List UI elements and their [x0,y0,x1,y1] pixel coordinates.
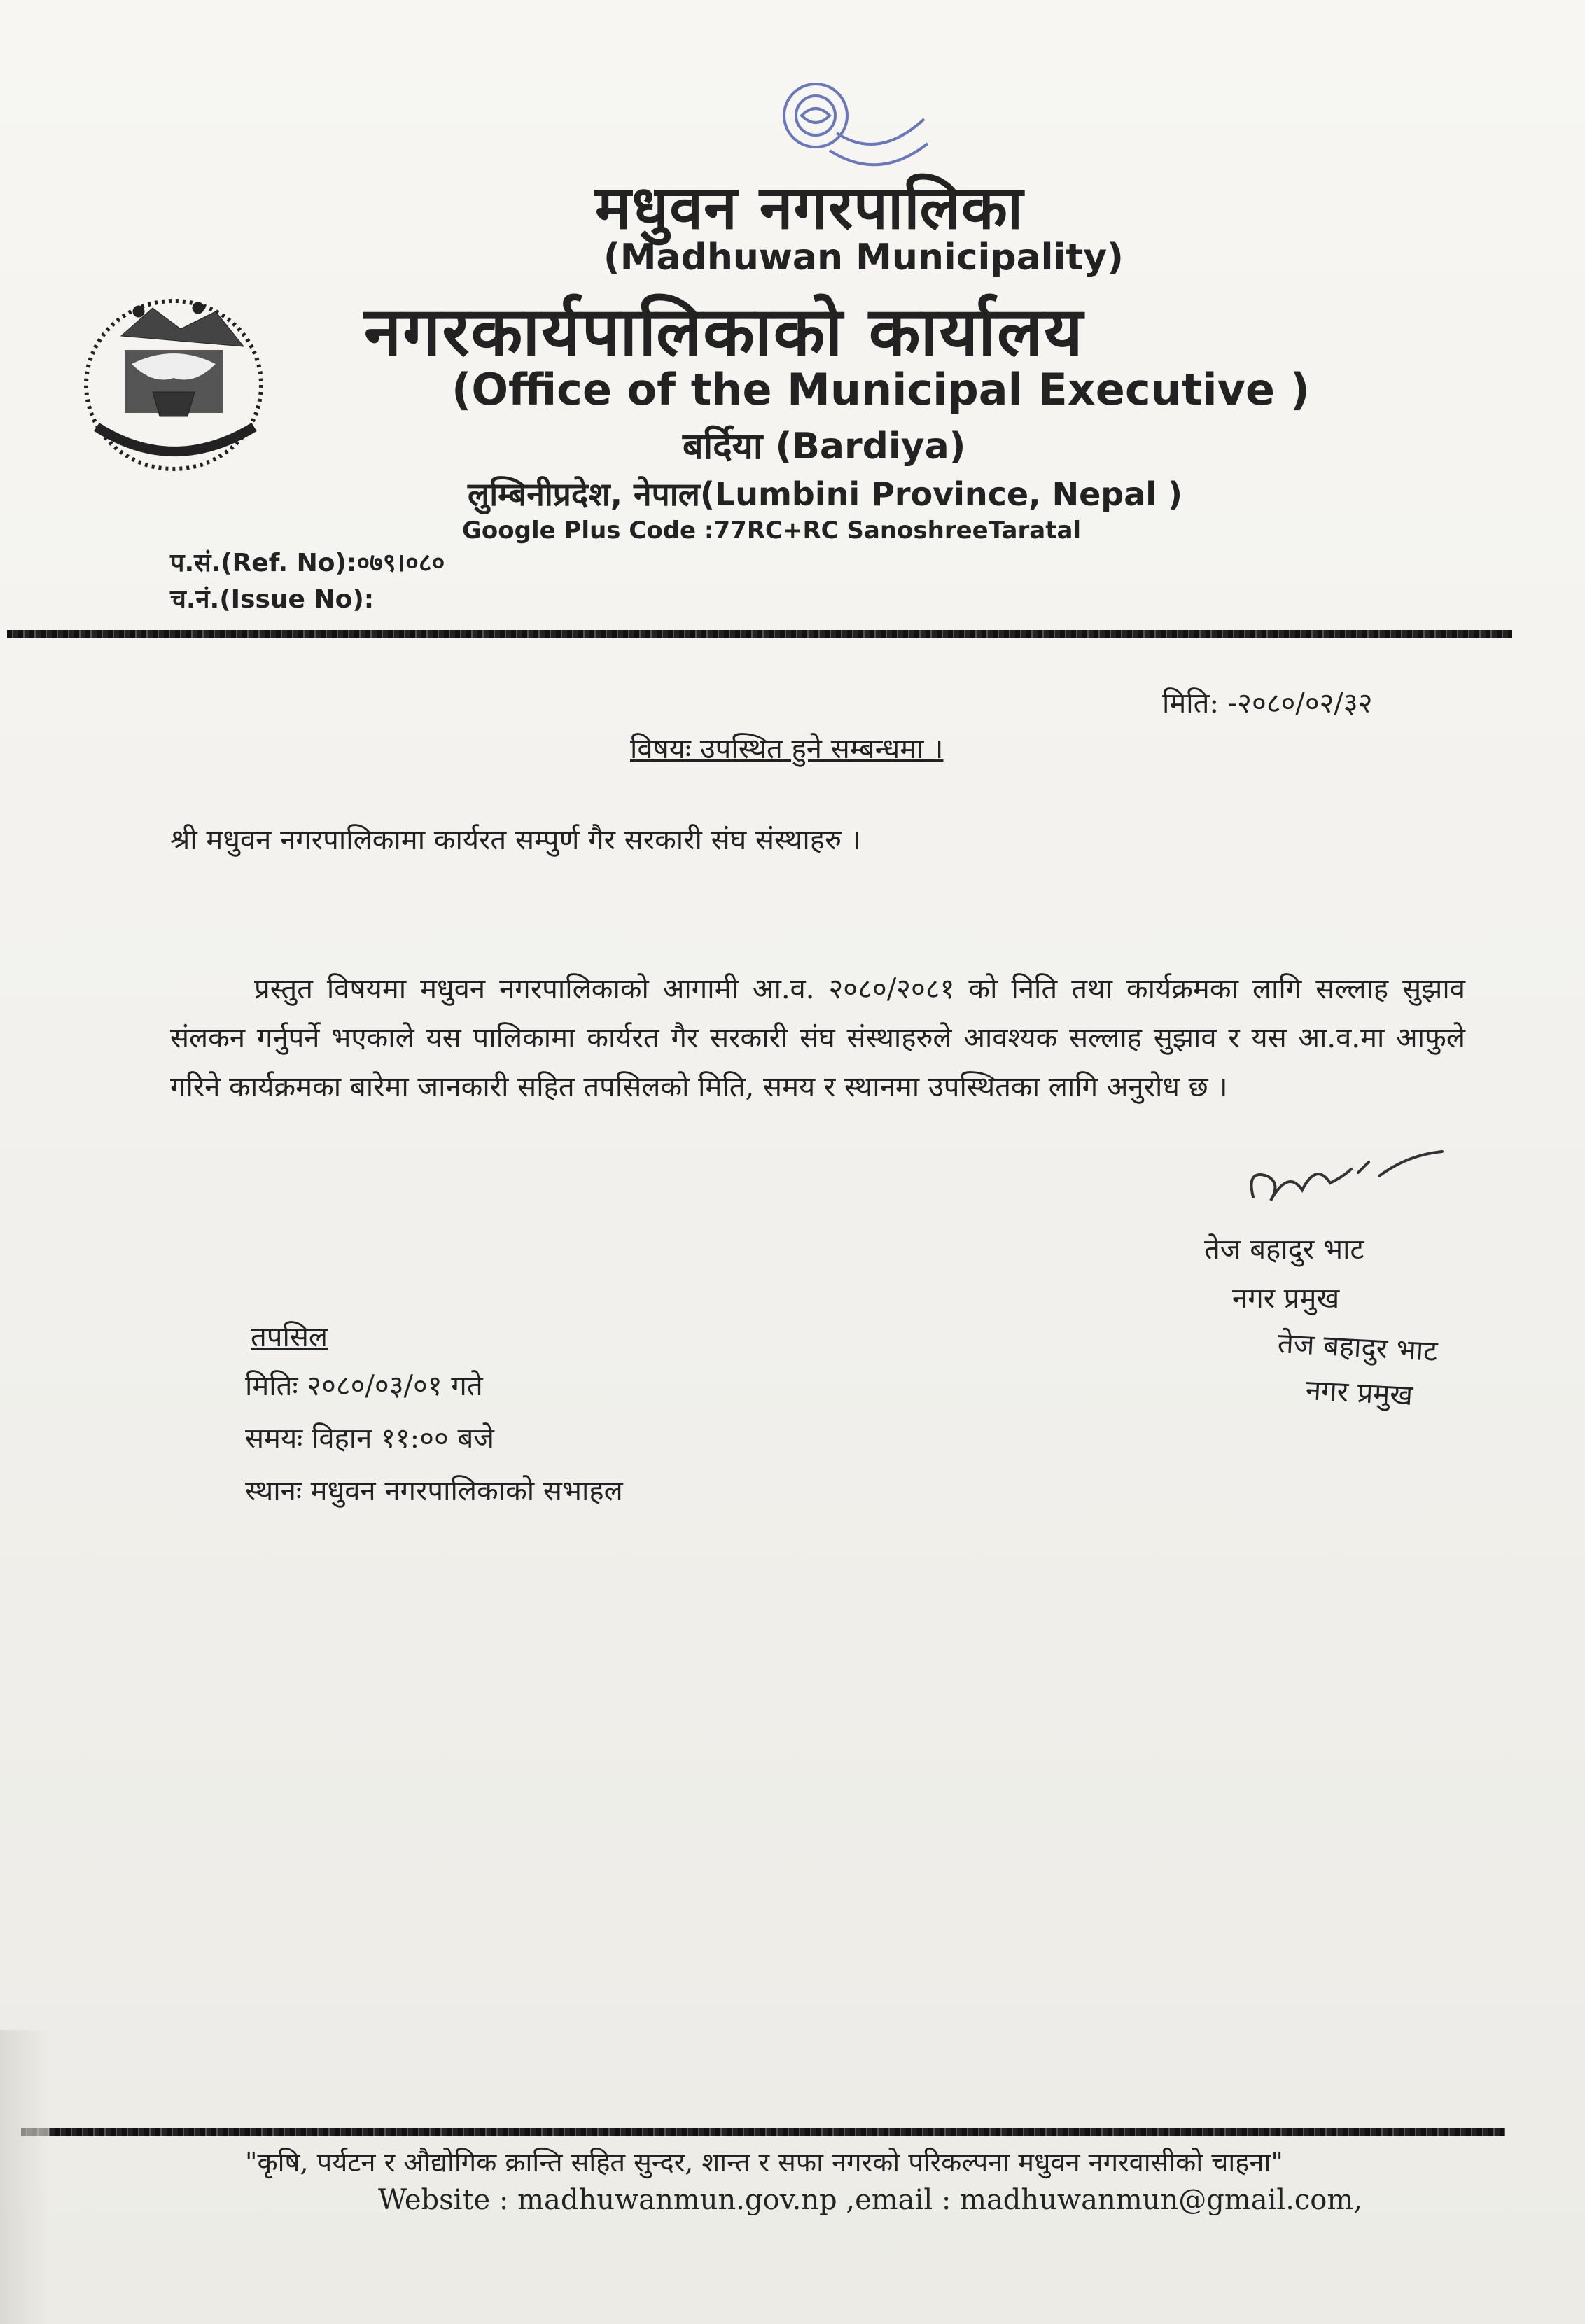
district-name: बर्दिया (Bardiya) [683,426,966,468]
issue-number: च.नं.(Issue No): [170,585,375,614]
org-name-english: (Madhuwan Municipality) [603,237,1124,279]
details-date: मितिः २०८०/०३/०१ गते [245,1370,483,1402]
footer-divider [21,2128,1505,2136]
footer-slogan: "कृषि, पर्यटन र औद्योगिक क्रान्ति सहित सुन्दर, शान्त र सफा नगरको परिकल्पना मधुवन नगरवासीको चाहना" [245,2147,1283,2178]
province-name: लुम्बिनीप्रदेश, नेपाल(Lumbini Province, Nepal ) [468,475,1183,513]
signatory-title: नगर प्रमुख [1232,1282,1340,1315]
details-heading: तपसिल [251,1321,328,1353]
letter-subject: विषयः उपस्थित हुने सम्बन्धमा । [630,733,944,765]
reference-number: प.सं.(Ref. No):०७९।०८० [170,549,445,578]
signatory-stamp-name: तेज बहादुर भाट [1276,1327,1439,1368]
details-place: स्थानः मधुवन नगरपालिकाको सभाहल [245,1475,623,1507]
letter-addressee: श्री मधुवन नगरपालिकामा कार्यरत सम्पुर्ण गैर सरकारी संघ संस्थाहरु । [170,824,861,856]
plus-code: Google Plus Code :77RC+RC SanoshreeTaratal [462,517,1082,545]
office-name-english: (Office of the Municipal Executive ) [452,364,1310,415]
nepal-emblem-icon [55,280,293,483]
header-divider [7,630,1512,638]
paper-edge-shadow [0,2030,49,2324]
letter-body: प्रस्तुत विषयमा मधुवन नगरपालिकाको आगामी आ.व. २०८०/२०८१ को निति तथा कार्यक्रमका लागि सल्लाह सुझाव संलकन गर्नुपर्ने भएकाले यस पालिकामा कार्यरत गैर सरकारी संघ संस्थाहरुले आवश्यक सल्लाह सुझाव र यस आ.व.मा आफुले गरिने कार्यक्रमका बारेमा जानकारी सहित तपसिलको मिति, समय र स्थानमा उपस्थितका लागि अनुरोध छ । [170,973,1465,1103]
details-time: समयः विहान ११:०० बजे [245,1422,494,1455]
handwritten-signature [1239,1141,1449,1218]
org-name-nepali: मधुवन नगरपालिका [595,172,1024,243]
signatory-name: तेज बहादुर भाट [1204,1233,1364,1266]
footer-contact: Website : madhuwanmun.gov.np ,email : madhuwanmun@gmail.com, [378,2184,1363,2216]
office-name-nepali: नगरकार्यपालिकाको कार्यालय [364,292,1084,371]
signatory-stamp-title: नगर प्रमुख [1304,1374,1414,1412]
letter-date: मिति: -२०८०/०२/३२ [1162,687,1373,720]
